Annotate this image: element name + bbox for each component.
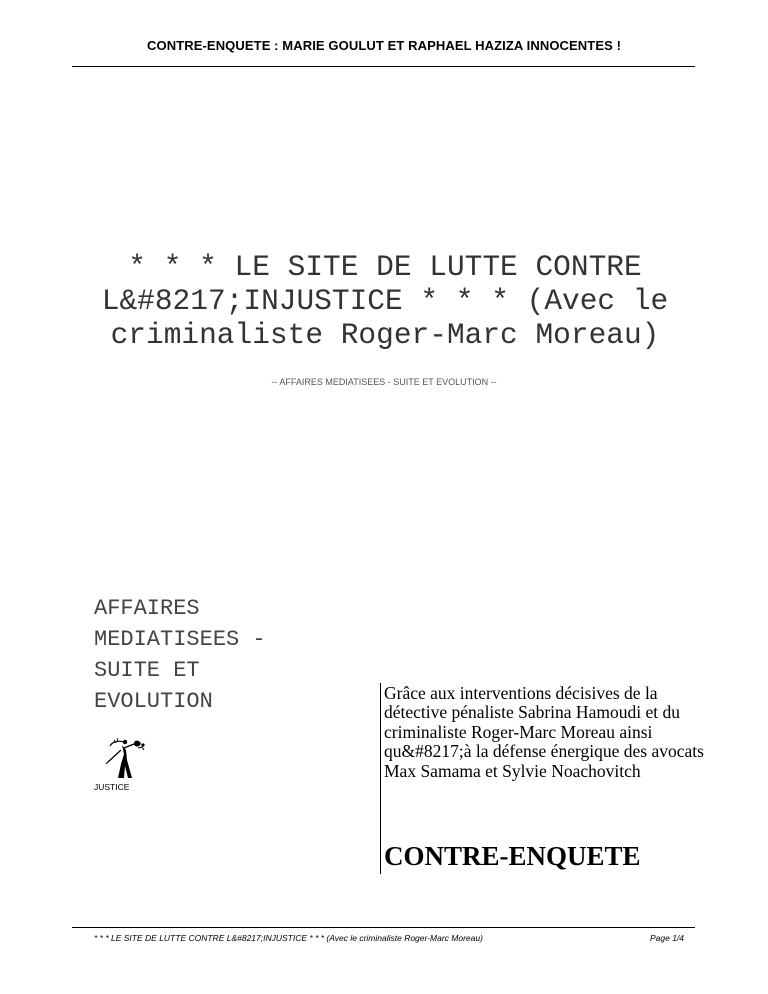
justice-figure-icon (94, 734, 154, 784)
page-number: Page 1/4 (650, 933, 685, 943)
article-intro: Grâce aux interventions décisives de la détective pénaliste Sabrina Hamoudi et du criminaliste Roger-Marc Moreau ainsi qu&#8217;à la défense énergique des avocats Max Samama et Sylvie Noachovitch (384, 683, 704, 781)
section-title[interactable]: AFFAIRES MEDIATISEES - SUITE ET EVOLUTION (94, 596, 266, 714)
header-divider (72, 66, 695, 67)
logo-label: JUSTICE (94, 782, 130, 792)
article-quote-bar (380, 683, 381, 874)
footer-divider (72, 927, 695, 928)
article-heading[interactable]: CONTRE-ENQUETE (384, 841, 641, 871)
footer-site-title: * * * LE SITE DE LUTTE CONTRE L&#8217;INJUSTICE * * * (Avec le criminaliste Roger-Marc Moreau) (94, 933, 483, 943)
justice-logo (94, 734, 154, 794)
page-header-title: CONTRE-ENQUETE : MARIE GOULUT ET RAPHAEL HAZIZA INNOCENTES ! (147, 38, 621, 53)
site-subtitle: -- AFFAIRES MEDIATISEES - SUITE ET EVOLUTION -- (271, 377, 497, 387)
site-title[interactable]: * * * LE SITE DE LUTTE CONTRE L&#8217;INJUSTICE * * * (Avec le criminaliste Roger-Marc Moreau) (101, 250, 669, 352)
